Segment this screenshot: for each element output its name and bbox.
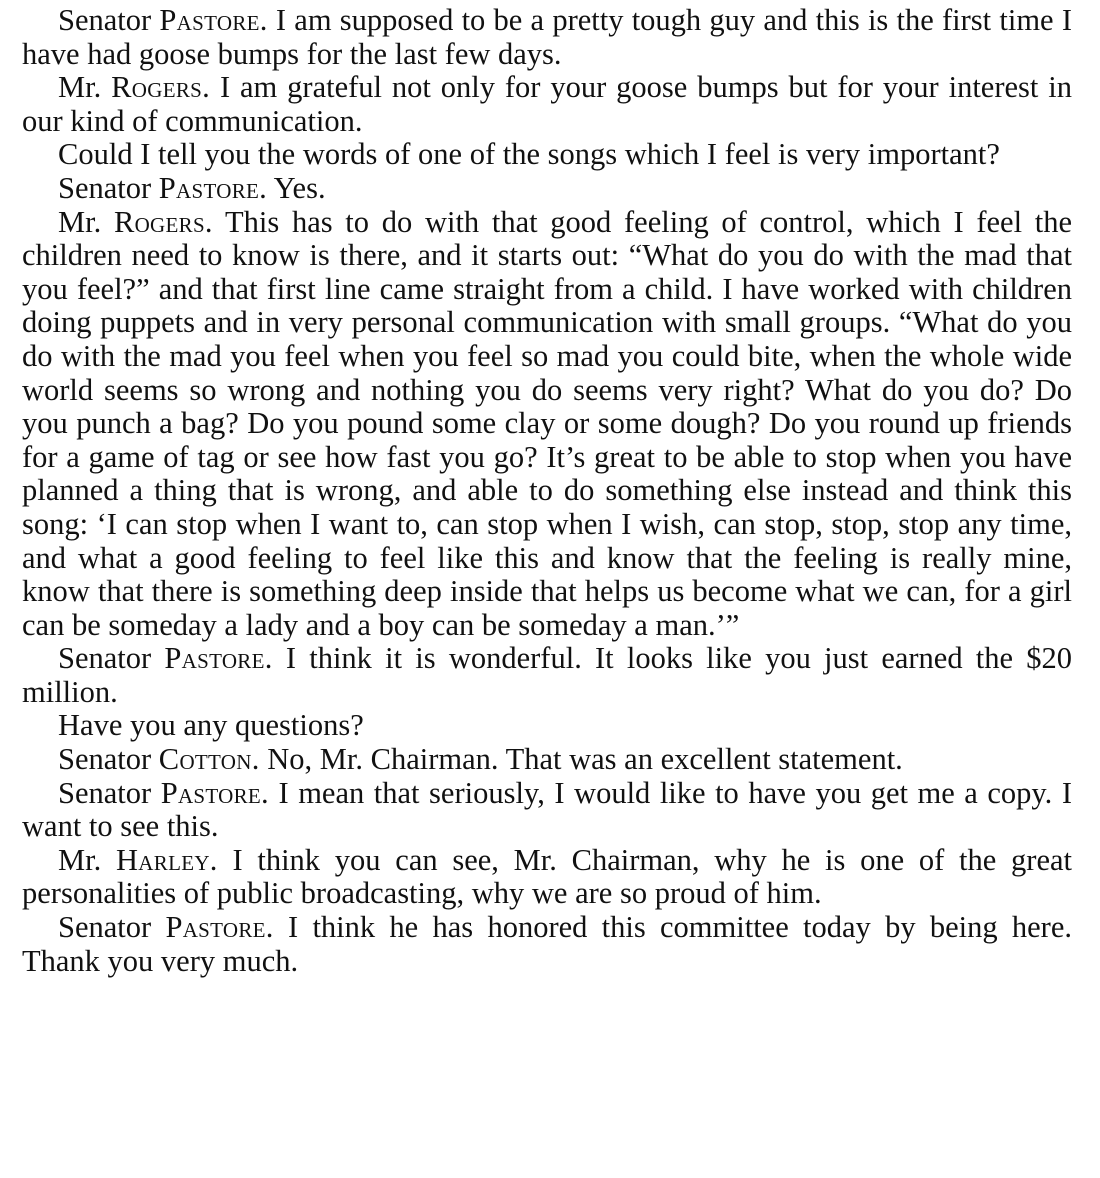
paragraph-text: Could I tell you the words of one of the songs which I feel is very important? [58,137,1000,172]
speaker-name: Pastore. [165,910,274,945]
paragraph-text: I think it is wonderful. It looks like you just earned the $20 million. [22,641,1073,709]
paragraph-text: Have you any questions? [58,708,364,743]
paragraph-text: I am supposed to be a pretty tough guy and this is the first time I have had goose bumps for the last few days. [22,3,1072,71]
paragraph-text: This has to do with that good feeling of control, which I feel the children need to know is there, and it starts out: “What do you do with the mad that you feel?” and that first line came straight from a child. I have worked with children doing puppets and in very personal communication with small groups. “What do you do with the mad you feel when you feel so mad you could bite, when the whole wide world seems so wrong and nothing you do seems very right? What do you do? Do you punch a bag? Do you pound some clay or some dough? Do you round up friends for a game of tag or see how fast you go? It’s great to be able to stop when you have planned a thing that is wrong, and able to do something else instead and think this song: ‘I can stop when I want to, can stop when I wish, can stop, stop, stop any time, and what a good feeling to feel like this and know that the feeling is really mine, know that there is something deep inside that helps us become what we can, for a girl can be someday a lady and a boy can be someday a man.’” [22,204,1073,642]
paragraph-rogers-could-i-tell [22,138,1072,172]
speaker-name: Pastore. [160,775,269,810]
paragraph-pastore-copy [22,777,1072,844]
speaker-name: Pastore. [164,641,273,676]
paragraph-text: I mean that seriously, I would like to have you get me a copy. I want to see this. [22,775,1072,844]
speaker-name: Pastore. [159,3,268,37]
paragraph-text: I am grateful not only for your goose bumps but for your interest in our kind of communication. [22,70,1072,138]
speaker-title: Mr. [58,70,102,105]
paragraph-cotton-excellent [22,743,1072,777]
speaker-title: Mr. [58,842,102,877]
paragraph-text: I think you can see, Mr. Chairman, why he is one of the great personalities of public broadcasting, why we are so proud of him. [22,842,1073,911]
paragraph-harley-personalities [22,844,1072,911]
paragraph-pastore-yes [22,172,1072,206]
speaker-title: Senator [58,910,152,945]
paragraph-pastore-wonderful [22,642,1072,709]
speaker-name: Rogers. [111,70,211,105]
speaker-name: Cotton. [158,742,260,777]
paragraph-pastore-questions [22,709,1072,743]
speaker-title: Senator [58,775,152,810]
speaker-title: Mr. [58,204,102,239]
speaker-title: Senator [58,742,152,777]
speaker-title: Senator [58,3,152,37]
speaker-name: Harley. [115,842,218,877]
paragraph-text: Yes. [267,170,326,205]
paragraph-pastore-honored [22,911,1072,978]
speaker-name: Pastore. [158,170,268,205]
paragraph-text: No, Mr. Chairman. That was an excellent statement. [259,742,903,777]
paragraph-pastore-goose-bumps [22,4,1072,71]
speaker-name: Rogers. [113,204,213,239]
paragraph-text: I think he has honored this committee today by being here. Thank you very much. [22,910,1072,978]
speaker-title: Senator [58,170,152,205]
paragraph-rogers-song [22,206,1072,643]
speaker-title: Senator [58,641,152,676]
paragraph-rogers-grateful [22,71,1072,138]
